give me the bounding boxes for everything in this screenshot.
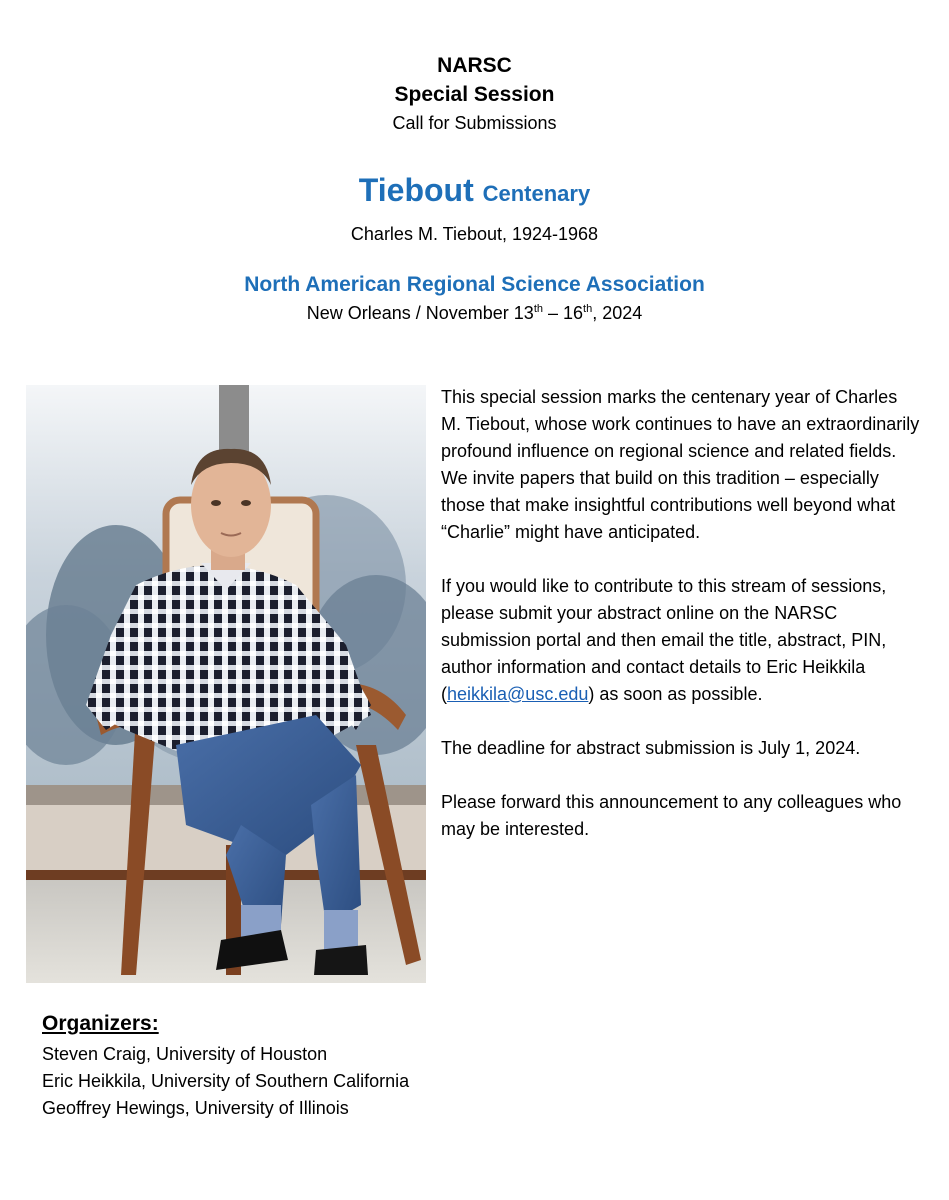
paragraph-submission [441,573,921,708]
location-prefix: New Orleans / November 13 [306,303,534,323]
association-name: North American Regional Science Association [244,273,705,296]
title-suffix: Centenary [482,181,591,206]
superscript-1: th [533,303,543,315]
portrait-photo-icon [26,385,426,983]
organizer-item: Eric Heikkila, University of Southern California [42,1071,410,1091]
event-location-date [0,300,949,326]
page-title [0,170,949,214]
organizer-item: Steven Craig, University of Houston [42,1044,328,1064]
submission-text-after: ) as soon as possible. [588,684,763,704]
year-suffix: , 2024 [592,303,643,323]
title-main: Tiebout [358,172,474,208]
session-heading: Special Session [394,83,555,106]
org-name: NARSC [437,54,512,77]
organizers-block [42,1009,642,1122]
email-link[interactable]: heikkila@usc.edu [447,684,589,704]
paragraph-deadline: The deadline for abstract submission is July 1, 2024. [441,738,861,758]
organizers-heading: Organizers: [42,1012,159,1035]
paragraph-forward: Please forward this announcement to any colleagues who may be interested. [441,792,902,839]
superscript-2: th [583,303,593,315]
announcement-body [441,384,921,870]
header-block [0,52,949,136]
association-block [0,270,949,326]
paragraph-intro: This special session marks the centenary year of Charles M. Tiebout, whose work continues to have an extraordinarily profound influence on regional science and related fields. We invite papers that build on this tradition – especially those that make insightful contributions well beyond what “Charlie” might have anticipated. [441,387,920,542]
date-middle: – 16 [543,303,584,323]
submission-text-before: If you would like to contribute to this stream of sessions, please submit your abstract online on the NARSC submission portal and then email the title, abstract, PIN, author information and contact details to Eric Heikkila ( [441,576,887,704]
title-subtitle: Charles M. Tiebout, 1924-1968 [350,224,599,244]
portrait-photo [26,385,426,983]
organizer-item: Geoffrey Hewings, University of Illinois [42,1098,349,1118]
call-line: Call for Submissions [392,113,557,133]
title-block [0,170,949,248]
